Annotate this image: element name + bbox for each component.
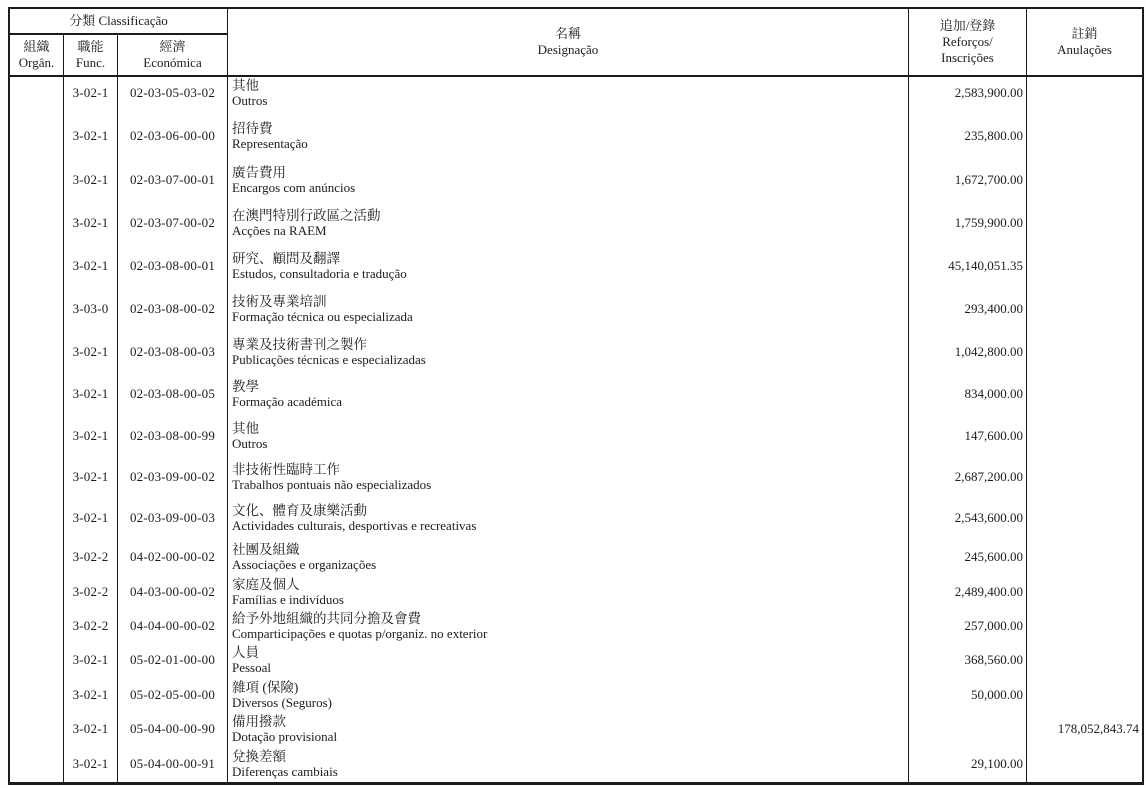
table-row (10, 420, 1142, 461)
cell-functional-code: 3-02-2 (64, 541, 118, 576)
table-row (10, 336, 1142, 378)
cell-economic-code: 04-04-00-00-02 (118, 610, 228, 644)
header-organic-zh: 組織 (23, 39, 50, 54)
cell-organic-code (10, 336, 64, 378)
designation-zh: 專業及技術書刊之製作 (232, 337, 367, 352)
cell-organic-code (10, 502, 64, 541)
cell-functional-code: 3-02-1 (64, 250, 118, 293)
header-organic-pt: Orgân. (18, 55, 55, 70)
cell-reforcos-amount: 1,042,800.00 (909, 336, 1027, 378)
header-reforcos (909, 9, 1027, 75)
designation-zh: 招待費 (232, 121, 273, 136)
cell-reforcos-amount: 1,759,900.00 (909, 207, 1027, 250)
cell-designation (228, 713, 909, 748)
designation-pt: Pessoal (232, 660, 271, 675)
cell-functional-code: 3-02-1 (64, 378, 118, 420)
header-economic-zh: 經濟 (159, 39, 186, 54)
table-row (10, 164, 1142, 207)
cell-reforcos-amount: 368,560.00 (909, 644, 1027, 679)
table-row (10, 679, 1142, 713)
cell-economic-code: 04-03-00-00-02 (118, 576, 228, 610)
header-classification (10, 9, 228, 35)
cell-functional-code: 3-02-1 (64, 713, 118, 748)
table-row (10, 713, 1142, 748)
cell-anulacoes-amount (1027, 420, 1142, 461)
cell-organic-code (10, 679, 64, 713)
cell-designation (228, 748, 909, 782)
cell-designation (228, 576, 909, 610)
cell-anulacoes-amount (1027, 378, 1142, 420)
table-row (10, 250, 1142, 293)
designation-pt: Outros (232, 436, 268, 451)
cell-economic-code: 02-03-08-00-02 (118, 293, 228, 336)
cell-functional-code: 3-03-0 (64, 293, 118, 336)
designation-zh: 在澳門特別行政區之活動 (232, 208, 381, 223)
cell-reforcos-amount: 293,400.00 (909, 293, 1027, 336)
table-header (10, 9, 1142, 77)
cell-economic-code: 02-03-09-00-03 (118, 502, 228, 541)
cell-designation (228, 120, 909, 164)
designation-pt: Trabalhos pontuais não especializados (232, 477, 432, 492)
cell-designation (228, 610, 909, 644)
cell-economic-code: 02-03-05-03-02 (118, 77, 228, 120)
cell-reforcos-amount: 50,000.00 (909, 679, 1027, 713)
header-reforcos-pt1: Reforços/ (942, 34, 993, 49)
cell-anulacoes-amount (1027, 679, 1142, 713)
cell-anulacoes-amount: 178,052,843.74 (1057, 721, 1139, 736)
table-row (10, 541, 1142, 576)
cell-reforcos-amount: 1,672,700.00 (909, 164, 1027, 207)
cell-designation (228, 679, 909, 713)
table-row (10, 207, 1142, 250)
cell-organic-code (10, 610, 64, 644)
table-row (10, 293, 1142, 336)
cell-organic-code (10, 541, 64, 576)
designation-pt: Associações e organizações (232, 557, 377, 572)
cell-functional-code: 3-02-2 (64, 610, 118, 644)
cell-economic-code: 05-02-01-00-00 (118, 644, 228, 679)
cell-functional-code: 3-02-1 (64, 77, 118, 120)
cell-functional-code: 3-02-1 (64, 207, 118, 250)
cell-functional-code: 3-02-1 (64, 420, 118, 461)
designation-pt: Representação (232, 136, 308, 151)
table-body (10, 77, 1142, 782)
cell-anulacoes-amount (1027, 293, 1142, 336)
designation-pt: Formação técnica ou especializada (232, 309, 413, 324)
budget-table (8, 7, 1144, 785)
designation-zh: 研究、顧問及翻譯 (232, 251, 340, 266)
cell-economic-code: 02-03-09-00-02 (118, 461, 228, 502)
cell-economic-code: 05-04-00-00-90 (118, 713, 228, 748)
cell-reforcos-amount: 2,489,400.00 (909, 576, 1027, 610)
cell-anulacoes-amount (1027, 502, 1142, 541)
cell-economic-code: 02-03-08-00-01 (118, 250, 228, 293)
cell-organic-code (10, 120, 64, 164)
header-reforcos-pt2: Inscrições (941, 50, 994, 65)
table-row (10, 461, 1142, 502)
cell-reforcos-amount: 2,687,200.00 (909, 461, 1027, 502)
cell-economic-code: 02-03-07-00-01 (118, 164, 228, 207)
cell-anulacoes-amount (1027, 610, 1142, 644)
cell-organic-code (10, 420, 64, 461)
header-reforcos-zh: 追加/登錄 (939, 18, 996, 33)
cell-designation (228, 336, 909, 378)
table-row (10, 120, 1142, 164)
cell-organic-code (10, 713, 64, 748)
designation-zh: 廣告費用 (232, 165, 286, 180)
designation-zh: 文化、體育及康樂活動 (232, 503, 367, 518)
header-economic-pt: Económica (143, 55, 202, 70)
cell-economic-code: 02-03-08-00-03 (118, 336, 228, 378)
cell-designation (228, 502, 909, 541)
cell-organic-code (10, 77, 64, 120)
header-organic (10, 35, 64, 75)
cell-reforcos-amount: 45,140,051.35 (909, 250, 1027, 293)
table-row (10, 644, 1142, 679)
designation-zh: 教學 (232, 379, 259, 394)
cell-economic-code: 05-02-05-00-00 (118, 679, 228, 713)
designation-zh: 家庭及個人 (232, 577, 300, 592)
cell-functional-code: 3-02-1 (64, 120, 118, 164)
cell-functional-code: 3-02-2 (64, 576, 118, 610)
designation-pt: Formação académica (232, 394, 343, 409)
cell-economic-code: 05-04-00-00-91 (118, 748, 228, 782)
cell-organic-code (10, 207, 64, 250)
cell-anulacoes-amount (1027, 576, 1142, 610)
designation-pt: Diversos (Seguros) (232, 695, 333, 710)
cell-organic-code (10, 644, 64, 679)
cell-anulacoes-amount (1027, 207, 1142, 250)
header-functional-zh: 職能 (77, 39, 104, 54)
cell-designation (228, 293, 909, 336)
cell-economic-code: 02-03-08-00-05 (118, 378, 228, 420)
designation-pt: Famílias e indivíduos (232, 592, 344, 607)
cell-functional-code: 3-02-1 (64, 679, 118, 713)
cell-reforcos-amount: 29,100.00 (909, 748, 1027, 782)
designation-pt: Diferenças cambiais (232, 764, 338, 779)
designation-pt: Actividades culturais, desportivas e recreativas (232, 518, 477, 533)
designation-zh: 技術及專業培訓 (232, 294, 327, 309)
designation-zh: 非技術性臨時工作 (232, 462, 340, 477)
cell-designation (228, 420, 909, 461)
cell-anulacoes-amount (1027, 461, 1142, 502)
header-functional (64, 35, 118, 75)
cell-reforcos-amount: 2,543,600.00 (909, 502, 1027, 541)
cell-functional-code: 3-02-1 (64, 461, 118, 502)
cell-designation (228, 541, 909, 576)
cell-reforcos-amount: 147,600.00 (909, 420, 1027, 461)
cell-organic-code (10, 576, 64, 610)
cell-economic-code: 02-03-08-00-99 (118, 420, 228, 461)
cell-anulacoes-amount (1027, 77, 1142, 120)
cell-designation (228, 378, 909, 420)
cell-anulacoes-amount (1027, 164, 1142, 207)
designation-zh: 其他 (232, 78, 259, 93)
designation-zh: 其他 (232, 421, 259, 436)
cell-organic-code (10, 461, 64, 502)
table-row (10, 77, 1142, 120)
designation-zh: 人員 (232, 645, 259, 660)
cell-designation (228, 250, 909, 293)
designation-pt: Dotação provisional (232, 729, 338, 744)
header-economic (118, 35, 228, 75)
cell-anulacoes-amount (1027, 541, 1142, 576)
cell-reforcos-amount: 834,000.00 (909, 378, 1027, 420)
cell-economic-code: 02-03-07-00-02 (118, 207, 228, 250)
cell-reforcos-amount (909, 713, 1027, 748)
header-designation (228, 9, 909, 75)
header-anulacoes-zh: 註銷 (1071, 26, 1098, 41)
designation-pt: Comparticipações e quotas p/organiz. no exterior (232, 626, 488, 641)
cell-organic-code (10, 164, 64, 207)
cell-organic-code (10, 250, 64, 293)
cell-reforcos-amount: 245,600.00 (909, 541, 1027, 576)
header-designation-zh: 名稱 (554, 26, 581, 41)
cell-reforcos-amount: 257,000.00 (909, 610, 1027, 644)
cell-reforcos-amount: 235,800.00 (909, 120, 1027, 164)
header-classification-label: 分類 Classificação (69, 13, 168, 28)
cell-anulacoes-amount (1027, 120, 1142, 164)
designation-zh: 社團及組織 (232, 542, 300, 557)
cell-designation (228, 77, 909, 120)
header-functional-pt: Func. (75, 55, 106, 70)
cell-functional-code: 3-02-1 (64, 748, 118, 782)
cell-designation (228, 644, 909, 679)
table-row (10, 748, 1142, 782)
table-row (10, 378, 1142, 420)
cell-designation (228, 461, 909, 502)
designation-pt: Outros (232, 93, 268, 108)
cell-organic-code (10, 378, 64, 420)
cell-designation (228, 164, 909, 207)
cell-reforcos-amount: 2,583,900.00 (909, 77, 1027, 120)
cell-anulacoes-amount (1027, 336, 1142, 378)
cell-organic-code (10, 293, 64, 336)
cell-designation (228, 207, 909, 250)
designation-zh: 兌換差額 (232, 749, 286, 764)
designation-pt: Estudos, consultadoria e tradução (232, 266, 407, 281)
table-row (10, 576, 1142, 610)
header-designation-pt: Designação (537, 42, 599, 57)
cell-functional-code: 3-02-1 (64, 502, 118, 541)
cell-economic-code: 04-02-00-00-02 (118, 541, 228, 576)
designation-pt: Acções na RAEM (232, 223, 327, 238)
designation-pt: Publicações técnicas e especializadas (232, 352, 426, 367)
cell-functional-code: 3-02-1 (64, 644, 118, 679)
table-row (10, 610, 1142, 644)
cell-functional-code: 3-02-1 (64, 164, 118, 207)
cell-anulacoes-amount (1027, 748, 1142, 782)
designation-zh: 給予外地組織的共同分擔及會費 (232, 611, 421, 626)
designation-zh: 備用撥款 (232, 714, 286, 729)
cell-anulacoes-amount (1027, 250, 1142, 293)
designation-zh: 雜項 (保險) (232, 680, 299, 695)
cell-anulacoes-amount (1027, 644, 1142, 679)
header-anulacoes-pt: Anulações (1057, 42, 1112, 57)
cell-organic-code (10, 748, 64, 782)
cell-economic-code: 02-03-06-00-00 (118, 120, 228, 164)
table-row (10, 502, 1142, 541)
designation-pt: Encargos com anúncios (232, 180, 356, 195)
cell-functional-code: 3-02-1 (64, 336, 118, 378)
header-anulacoes (1027, 9, 1142, 75)
